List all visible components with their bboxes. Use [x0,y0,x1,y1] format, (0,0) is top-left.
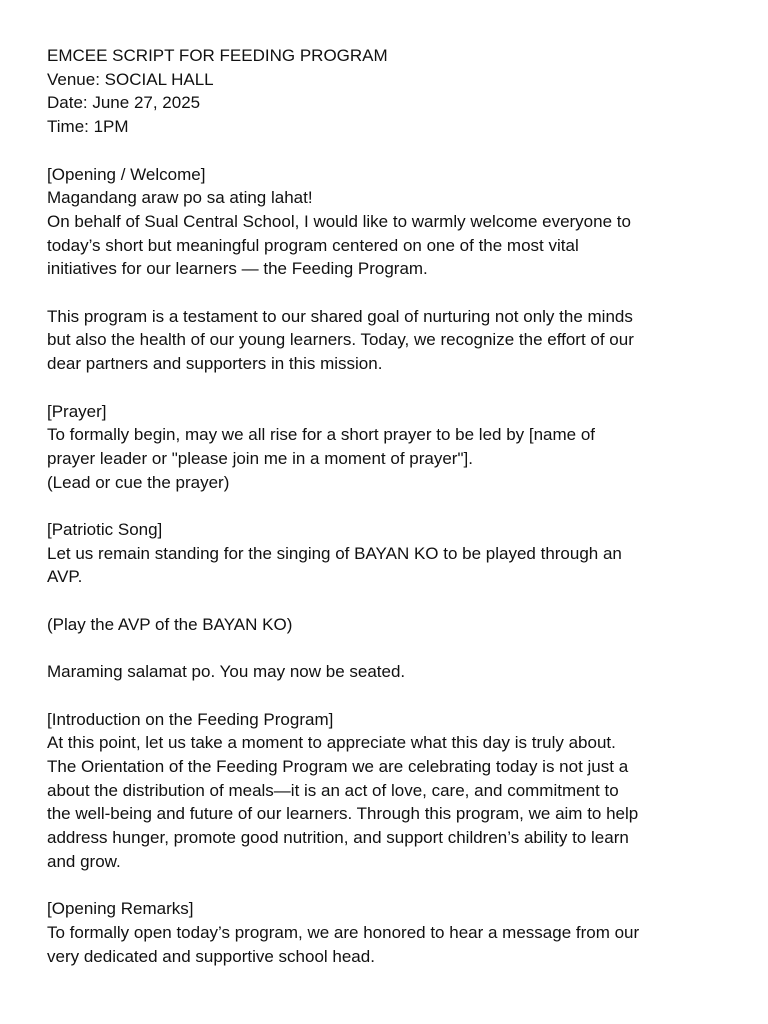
text-line: At this point, let us take a moment to appreciate what this day is truly about. [47,733,616,753]
paragraph-spacer [47,637,737,661]
text-line: initiatives for our learners — the Feeding Program. [47,259,428,279]
date-line: Date: June 27, 2025 [47,93,201,113]
text-line: Let us remain standing for the singing of BAYAN KO to be played through an [47,543,622,563]
text-line: about the distribution of meals—it is an act of love, care, and commitment to [47,780,619,800]
text-line: To formally begin, may we all rise for a short prayer to be led by [name of [47,425,596,445]
script-section [47,518,737,684]
text-line: dear partners and supporters in this mission. [47,354,383,374]
section-spacer [47,139,737,163]
paragraph [47,186,737,281]
text-line: On behalf of Sual Central School, I would like to warmly welcome everyone to [47,211,631,231]
paragraph-spacer [47,589,737,613]
text-line: To formally open today’s program, we are honored to hear a message from our [47,922,640,942]
paragraph [47,921,737,968]
script-section [47,897,737,968]
section-heading: [Opening / Welcome] [47,164,206,184]
section-heading: [Prayer] [47,401,107,421]
text-line: address hunger, promote good nutrition, and support children’s ability to learn [47,828,629,848]
text-line: the well-being and future of our learners. Through this program, we aim to help [47,804,639,824]
document-title: EMCEE SCRIPT FOR FEEDING PROGRAM [47,46,388,65]
text-line: very dedicated and supportive school head. [47,946,375,966]
text-line: (Play the AVP of the BAYAN KO) [47,614,293,634]
text-line: today’s short but meaningful program centered on one of the most vital [47,235,579,255]
text-line: AVP. [47,567,83,587]
text-line: (Lead or cue the prayer) [47,472,230,492]
section-spacer [47,376,737,400]
text-line: The Orientation of the Feeding Program we are celebrating today is not just a [47,756,629,776]
paragraph [47,660,737,684]
venue-line: Venue: SOCIAL HALL [47,69,214,89]
paragraph-spacer [47,281,737,305]
paragraph [47,613,737,637]
text-line: prayer leader or "please join me in a moment of prayer"]. [47,448,473,468]
document-header [47,44,737,139]
section-spacer [47,494,737,518]
section-heading: [Opening Remarks] [47,899,194,919]
paragraph [47,731,737,873]
section-spacer [47,874,737,898]
text-line: Magandang araw po sa ating lahat! [47,188,313,208]
section-heading: [Patriotic Song] [47,520,163,539]
script-section [47,163,737,376]
section-heading: [Introduction on the Feeding Program] [47,709,334,729]
paragraph [47,542,737,589]
paragraph [47,305,737,376]
paragraph [47,423,737,494]
script-section [47,400,737,495]
text-line: and grow. [47,851,121,871]
text-line: but also the health of our young learners. Today, we recognize the effort of our [47,330,634,350]
text-line: Maraming salamat po. You may now be seated. [47,662,406,682]
text-line: This program is a testament to our shared goal of nurturing not only the minds [47,306,633,326]
script-body [47,139,737,968]
time-line: Time: 1PM [47,117,129,137]
document-page [47,44,737,968]
script-section [47,708,737,874]
section-spacer [47,684,737,708]
